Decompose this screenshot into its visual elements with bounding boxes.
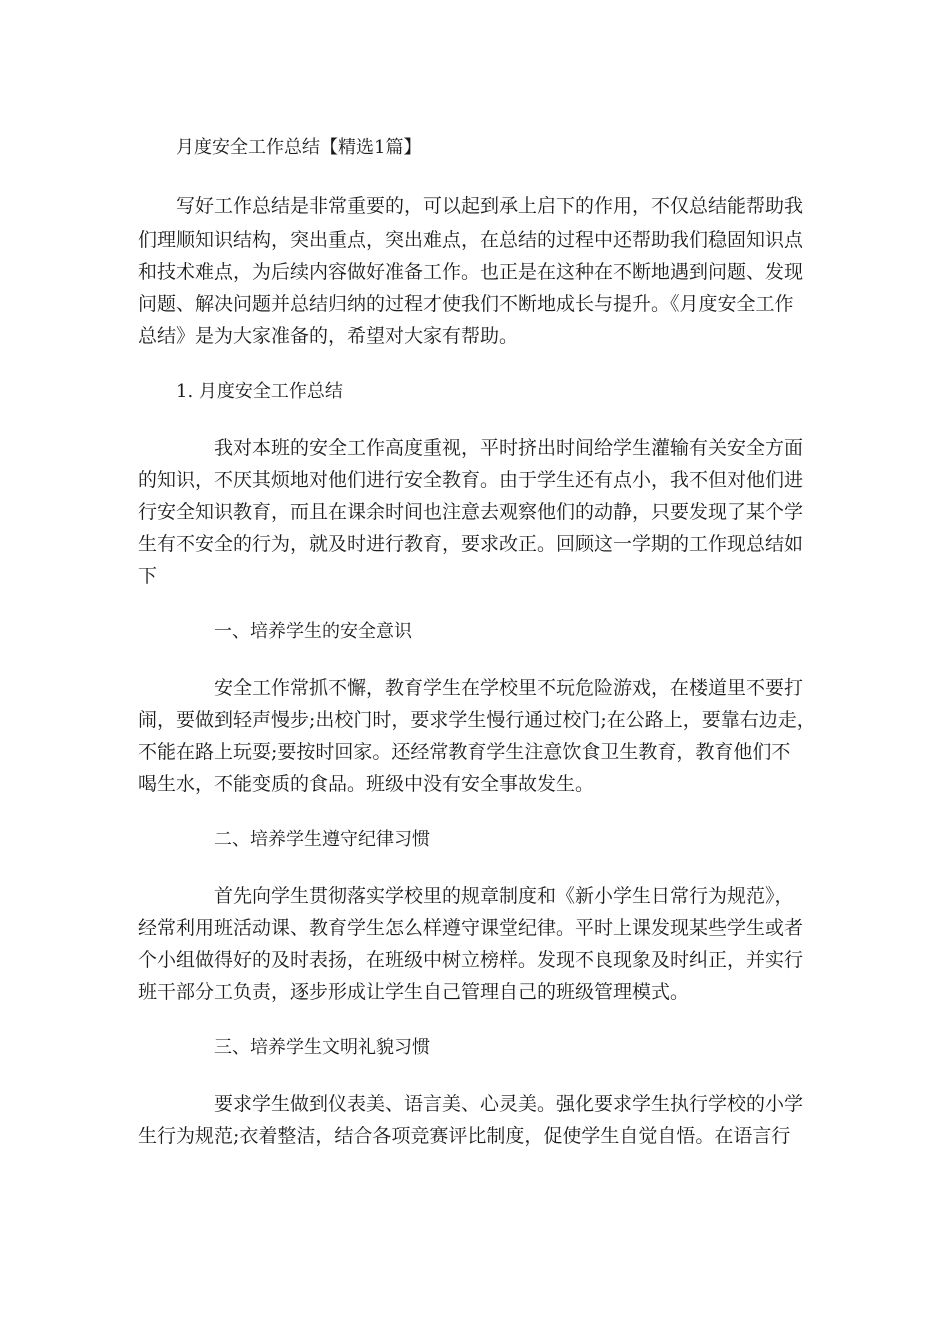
section-2-line-1: 首先向学生贯彻落实学校里的规章制度和《新小学生日常行为规范》， [214, 885, 794, 907]
section-2-line-3: 个小组做得好的及时表扬，在班级中树立榜样。发现不良现象及时纠正，并实行 [138, 949, 804, 971]
section-1-heading: 一、培养学生的安全意识 [214, 621, 412, 642]
section-3-heading: 三、培养学生文明礼貌习惯 [214, 1037, 430, 1058]
section-1-line-1: 安全工作常抓不懈，教育学生在学校里不玩危险游戏，在楼道里不要打 [214, 677, 804, 699]
article-intro-line-5: 下 [138, 565, 158, 587]
intro-line-1: 写好工作总结是非常重要的，可以起到承上启下的作用，不仅总结能帮助我 [176, 195, 804, 217]
article-intro-line-3: 行安全知识教育，而且在课余时间也注意去观察他们的动静，只要发现了某个学 [138, 501, 804, 523]
intro-line-2: 们理顺知识结构，突出重点，突出难点，在总结的过程中还帮助我们稳固知识点 [138, 229, 804, 251]
section-2-heading: 二、培养学生遵守纪律习惯 [214, 829, 430, 850]
section-3-line-1: 要求学生做到仪表美、语言美、心灵美。强化要求学生执行学校的小学 [214, 1093, 804, 1115]
section-3-line-2: 生行为规范;衣着整洁，结合各项竞赛评比制度，促使学生自觉自悟。在语言行 [138, 1125, 791, 1147]
section-2-line-2: 经常利用班活动课、教育学生怎么样遵守课堂纪律。平时上课发现某些学生或者 [138, 917, 804, 939]
section-1-line-2: 闹，要做到轻声慢步;出校门时，要求学生慢行通过校门;在公路上，要靠右边走， [138, 709, 816, 731]
document-title: 月度安全工作总结【精选1篇】 [176, 137, 422, 158]
article-heading: 1. 月度安全工作总结 [176, 381, 343, 402]
intro-line-4: 问题、解决问题并总结归纳的过程才使我们不断地成长与提升。《月度安全工作 [138, 293, 794, 315]
section-1-line-4: 喝生水，不能变质的食品。班级中没有安全事故发生。 [138, 773, 595, 795]
section-2-line-4: 班干部分工负责，逐步形成让学生自己管理自己的班级管理模式。 [138, 981, 690, 1003]
article-intro-line-1: 我对本班的安全工作高度重视，平时挤出时间给学生灌输有关安全方面 [214, 437, 804, 459]
article-intro-line-4: 生有不安全的行为，就及时进行教育，要求改正。回顾这一学期的工作现总结如 [138, 533, 804, 555]
section-1-line-3: 不能在路上玩耍;要按时回家。还经常教育学生注意饮食卫生教育，教育他们不 [138, 741, 791, 763]
intro-line-3: 和技术难点，为后续内容做好准备工作。也正是在这种在不断地遇到问题、发现 [138, 261, 804, 283]
intro-line-5: 总结》是为大家准备的，希望对大家有帮助。 [138, 325, 519, 347]
article-intro-line-2: 的知识，不厌其烦地对他们进行安全教育。由于学生还有点小，我不但对他们进 [138, 469, 804, 491]
